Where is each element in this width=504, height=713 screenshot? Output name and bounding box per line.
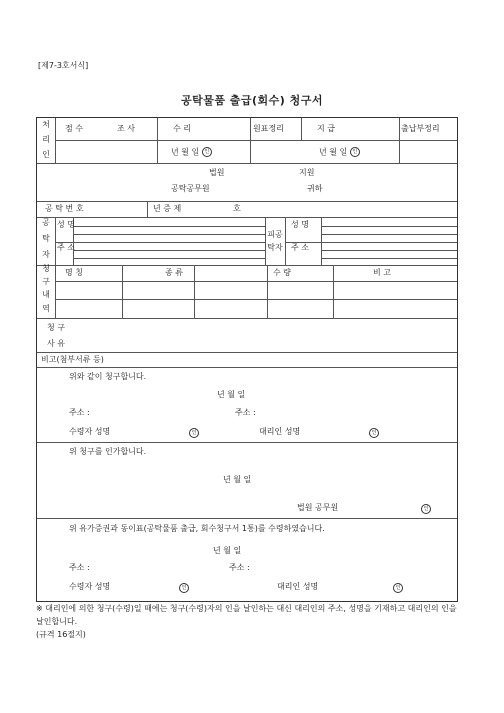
receipt-claimant: 수령자 성명 — [69, 582, 111, 591]
depositor-name-label: 성 명 — [57, 220, 75, 229]
deposit-year-label: 년 증 제 — [153, 204, 182, 213]
approval-officer: 법원 공무원 — [297, 503, 339, 512]
paper-size-note: (규격 16절지) — [36, 630, 86, 639]
processor-label-1: 처 — [42, 120, 50, 129]
deposit-ho-label: 호 — [233, 204, 241, 213]
col-header-points: 점 수 — [65, 124, 83, 133]
accept-date: 년 월 일 인 — [171, 147, 212, 158]
receipt-agent: 대리인 성명 — [277, 582, 319, 591]
claim-header-note: 비 고 — [373, 268, 391, 277]
deposit-number-label: 공 탁 번 호 — [45, 204, 84, 213]
depositor-address-label: 주 소 — [57, 243, 75, 252]
receipt-statement: 위 유가증권과 동이표(공탁물품 출급, 회수청구서 1통)를 수령하였습니다. — [69, 524, 325, 533]
seal-icon: 인 — [350, 147, 360, 157]
processor-label-2: 리 — [42, 135, 50, 144]
col-header-cashbook: 출납부정리 — [401, 124, 440, 133]
seal-icon: 인 — [421, 504, 431, 514]
footnote: ※ 대리인에 의한 청구(수령)일 때에는 청구(수령)자의 인을 날인하는 대신 대리인의 주소, 성명을 기재하고 대리인의 인을 날인합니다. — [36, 604, 457, 626]
attachment-label: 비고(첨부서류 등) — [41, 355, 104, 364]
depositor-label-3: 자 — [42, 250, 50, 259]
depositee-label-2: 탁자 — [267, 243, 283, 252]
claim-form-frame — [36, 117, 458, 602]
request-agent-address: 주소 : — [235, 408, 256, 417]
reason-label-2: 사 유 — [47, 339, 65, 348]
receipt-date: 년 월 일 — [213, 546, 242, 555]
seal-icon: 인 — [369, 428, 379, 438]
receipt-agent-address: 주소 : — [229, 563, 250, 572]
col-header-survey: 조 사 — [117, 124, 135, 133]
seal-icon: 인 — [189, 428, 199, 438]
court-label: 법원 — [209, 168, 225, 177]
claim-label-4: 역 — [42, 304, 50, 313]
claim-label-2: 구 — [42, 277, 50, 286]
officer-label: 공탁공무원 — [171, 184, 210, 193]
claim-header-qty: 수 량 — [273, 268, 291, 277]
claim-label-3: 내 — [42, 290, 50, 299]
claim-label-1: 청 — [42, 264, 50, 273]
request-statement: 위와 같이 청구합니다. — [69, 372, 147, 381]
depositee-name-label: 성 명 — [291, 220, 309, 229]
seal-icon: 인 — [393, 583, 403, 593]
processor-label-3: 인 — [42, 150, 50, 159]
claim-header-name: 명 칭 — [65, 268, 83, 277]
depositee-address-label: 주 소 — [291, 243, 309, 252]
seal-icon: 인 — [202, 147, 212, 157]
col-header-accept: 수 리 — [173, 124, 191, 133]
col-header-payment: 지 급 — [317, 124, 335, 133]
payment-date: 년 월 일 인 — [319, 147, 360, 158]
request-agent: 대리인 성명 — [259, 427, 301, 436]
request-claimant: 수령자 성명 — [69, 427, 111, 436]
depositor-label-1: 공 — [42, 218, 50, 227]
depositee-label-1: 피공 — [267, 230, 283, 239]
seal-icon: 인 — [179, 583, 189, 593]
reason-label-1: 청 구 — [47, 323, 65, 332]
request-date: 년 월 일 — [217, 390, 246, 399]
depositor-label-2: 탁 — [42, 234, 50, 243]
honorific-label: 귀하 — [307, 184, 323, 193]
col-header-ledger: 원표정리 — [253, 124, 284, 133]
approval-statement: 위 청구를 인가합니다. — [69, 447, 147, 456]
branch-label: 지원 — [299, 168, 315, 177]
page-title: 공탁물품 출급(회수) 청구서 — [180, 94, 324, 107]
claim-header-type: 종 류 — [165, 268, 183, 277]
receipt-address: 주소 : — [69, 563, 90, 572]
form-number: [제7-3호서식] — [38, 61, 89, 70]
request-address: 주소 : — [69, 408, 90, 417]
approval-date: 년 월 일 — [223, 475, 252, 484]
